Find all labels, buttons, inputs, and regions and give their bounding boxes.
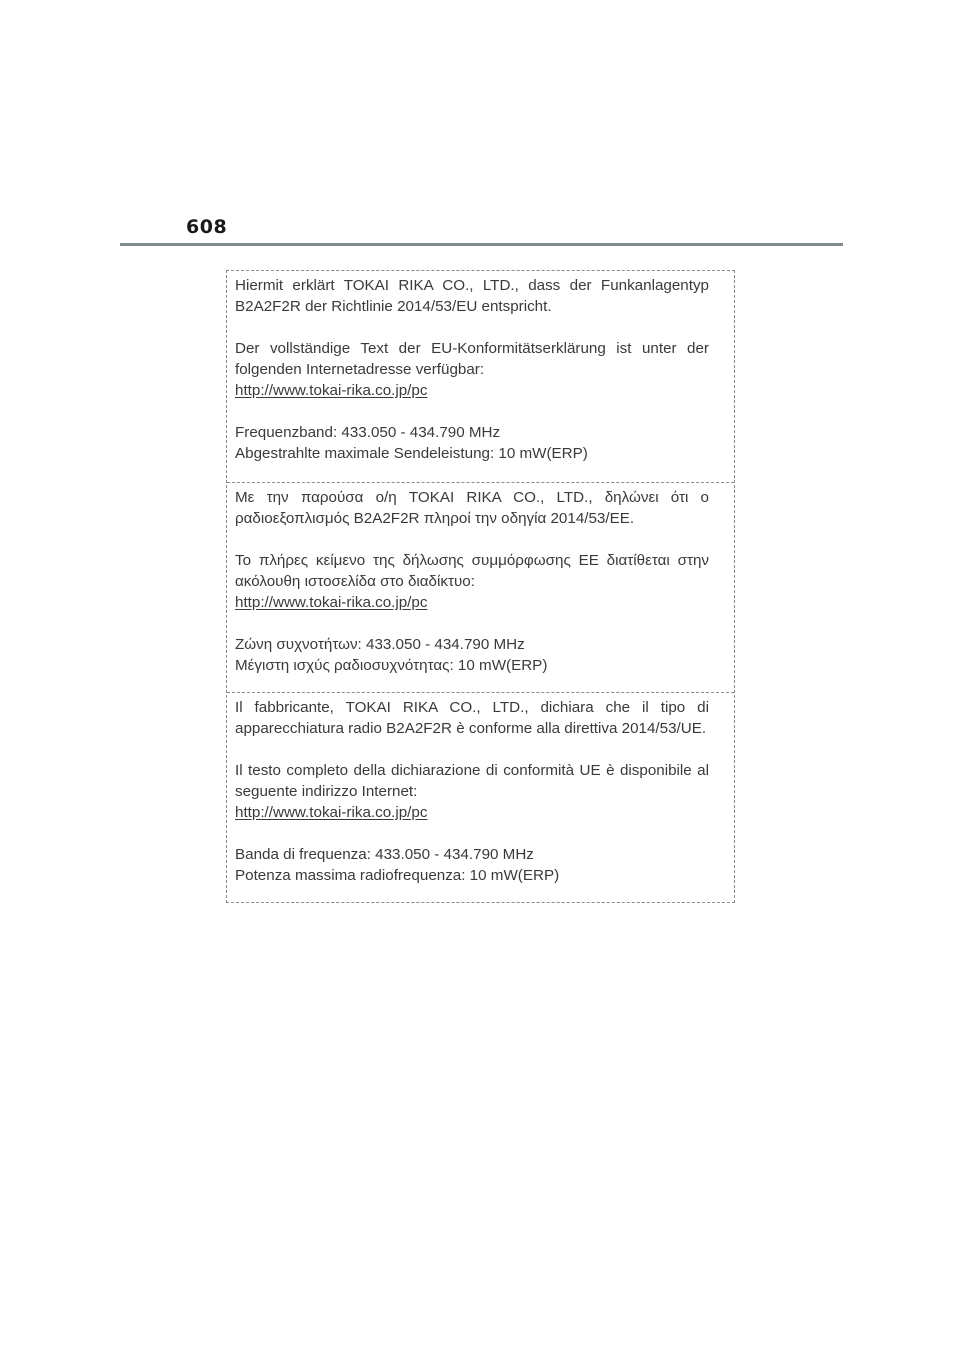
greek-declaration-paragraph: [235, 487, 709, 529]
text-line: Abgestrahlte maximale Sendeleistung: 10 mW(ERP): [235, 445, 588, 462]
text-line: seguente indirizzo Internet:: [235, 783, 418, 800]
text-line: Banda di frequenza: 433.050 - 434.790 MHz: [235, 846, 534, 863]
german-declaration-paragraph: [235, 275, 709, 317]
german-declaration-link[interactable]: http://www.tokai-rika.co.jp/pc: [235, 382, 428, 399]
text-line: Μέγιστη ισχύς ραδιοσυχνότητας: 10 mW(ERP): [235, 657, 548, 674]
text-line: Hiermit erklärt TOKAI RIKA CO., LTD., dass der Funkanlagentyp: [235, 277, 709, 294]
german-frequency-paragraph: [235, 422, 709, 464]
text-line: folgenden Internetadresse verfügbar:: [235, 361, 485, 378]
italian-frequency-paragraph: [235, 844, 709, 886]
italian-declaration-link[interactable]: http://www.tokai-rika.co.jp/pc: [235, 804, 428, 821]
text-line: Il testo completo della dichiarazione di conformità UE è disponibile al: [235, 762, 709, 779]
greek-availability-paragraph: [235, 550, 709, 613]
text-line: Frequenzband: 433.050 - 434.790 MHz: [235, 424, 501, 441]
text-line: Με την παρούσα ο/η TOKAI RIKA CO., LTD., δηλώνει ότι ο: [235, 489, 709, 506]
italian-availability-paragraph: [235, 760, 709, 823]
page-number: 608: [186, 216, 228, 238]
text-line: ακόλουθη ιστοσελίδα στο διαδίκτυο:: [235, 573, 475, 590]
greek-declaration-link[interactable]: http://www.tokai-rika.co.jp/pc: [235, 594, 428, 611]
text-line: ραδιοεξοπλισμός B2A2F2R πληροί την οδηγία 2014/53/ΕΕ.: [235, 510, 635, 527]
text-line: Der vollständige Text der EU-Konformitätserklärung ist unter der: [235, 340, 709, 357]
text-line: B2A2F2R der Richtlinie 2014/53/EU entspricht.: [235, 298, 552, 315]
section-italian: [227, 692, 734, 903]
text-line: Ζώνη συχνοτήτων: 433.050 - 434.790 MHz: [235, 636, 525, 653]
section-greek: [227, 482, 734, 692]
text-line: Potenza massima radiofrequenza: 10 mW(ERP): [235, 867, 560, 884]
greek-frequency-paragraph: [235, 634, 709, 676]
section-german: [227, 271, 734, 482]
text-line: apparecchiatura radio B2A2F2R è conforme alla direttiva 2014/53/UE.: [235, 720, 707, 737]
header-rule: [120, 243, 843, 246]
text-line: Το πλήρες κείμενο της δήλωσης συμμόρφωσης ΕΕ διατίθεται στην: [235, 552, 709, 569]
text-line: Il fabbricante, TOKAI RIKA CO., LTD., dichiara che il tipo di: [235, 699, 709, 716]
declaration-box: [226, 270, 735, 903]
german-availability-paragraph: [235, 338, 709, 401]
italian-declaration-paragraph: [235, 697, 709, 739]
